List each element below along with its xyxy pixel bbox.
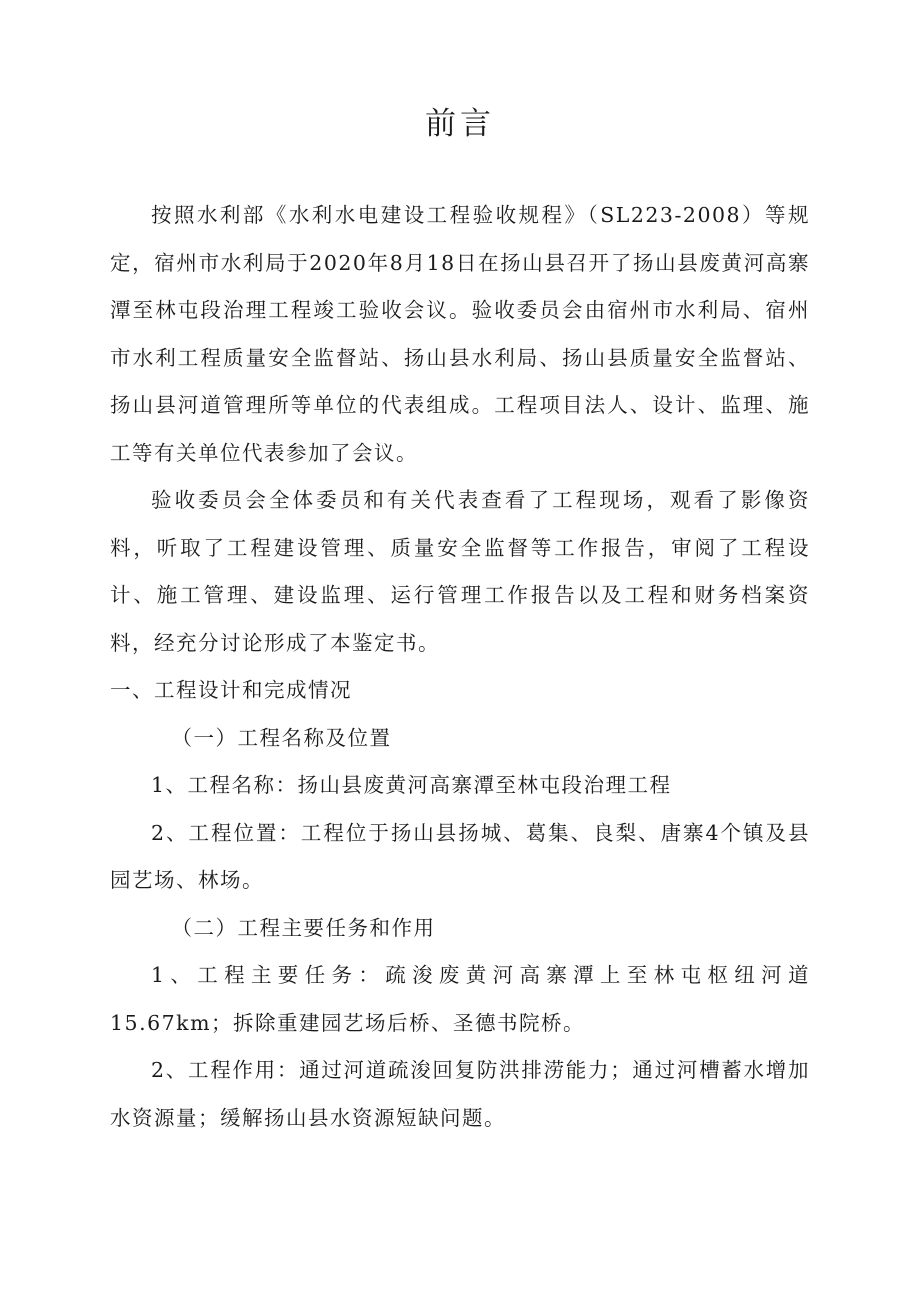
subsection-heading-1: （一）工程名称及位置 [171, 725, 392, 750]
item-project-effects: 2、工程作用：通过河道疏浚回复防洪排涝能力；通过河槽蓄水增加水资源量；缓解扬山县水资源短缺问题。 [110, 1058, 810, 1130]
section-heading-1: 一、工程设计和完成情况 [110, 678, 352, 702]
subsection-heading-2: （二）工程主要任务和作用 [171, 915, 436, 940]
intro-paragraph-2: 验收委员会全体委员和有关代表查看了工程现场，观看了影像资料，听取了工程建设管理、质量安全监督等工作报告，审阅了工程设计、施工管理、建设监理、运行管理工作报告以及工程和财务档案资料，经充分讨论形成了本鉴定书。 [110, 488, 810, 655]
intro-paragraph-1: 按照水利部《水利水电建设工程验收规程》（SL223-2008）等规定，宿州市水利局于2020年8月18日在扬山县召开了扬山县废黄河高寨潭至林屯段治理工程竣工验收会议。验收委员会由宿州市水利局、宿州市水利工程质量安全监督站、扬山县水利局、扬山县质量安全监督站、扬山县河道管理所等单位的代表组成。工程项目法人、设计、监理、施工等有关单位代表参加了会议。 [110, 203, 810, 465]
item-project-location: 2、工程位置：工程位于扬山县扬城、葛集、良梨、唐寨4个镇及县园艺场、林场。 [110, 820, 810, 892]
item-main-tasks: 1、工程主要任务：疏浚废黄河高寨潭上至林屯枢纽河道15.67km；拆除重建园艺场后桥、圣德书院桥。 [110, 963, 810, 1035]
page-title: 前言 [425, 106, 495, 142]
item-project-name: 1、工程名称：扬山县废黄河高寨潭至林屯段治理工程 [151, 773, 672, 797]
document-body [110, 192, 810, 1142]
